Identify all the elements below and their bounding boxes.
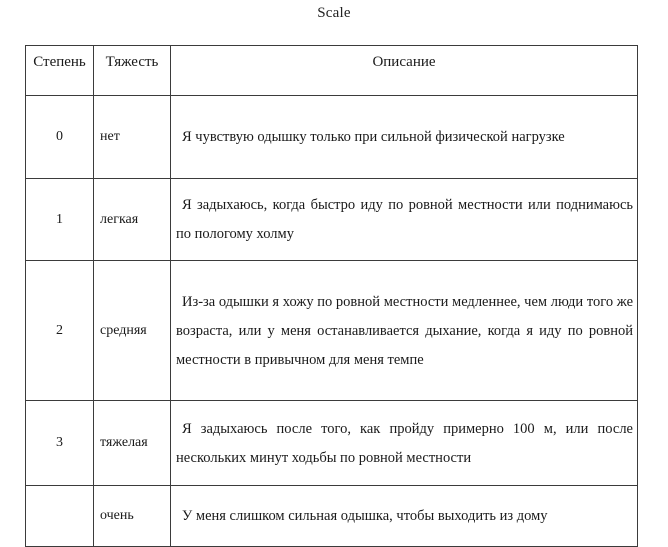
cell-description-value: Из-за одышки я хожу по ровной местности медленнее, чем люди того же возраста, или у меня останавливается дыхание, когда я иду по ровной местности в привычном для меня темпе [176, 293, 633, 368]
table-row [26, 261, 638, 401]
table-row [26, 401, 638, 486]
cell-description [171, 96, 638, 179]
cell-severity [94, 401, 171, 486]
cell-grade-value: 3 [56, 435, 63, 450]
cell-description [171, 486, 638, 547]
cell-severity [94, 261, 171, 401]
column-header-grade-label: Степень [33, 54, 86, 70]
column-header-severity-label: Тяжесть [105, 54, 159, 70]
cell-severity-value: легкая [100, 211, 139, 227]
cell-grade-value: 1 [56, 211, 63, 227]
column-header-description-label: Описание [372, 54, 436, 70]
cell-grade [26, 261, 94, 401]
cell-grade [26, 486, 94, 547]
table-row [26, 179, 638, 261]
cell-severity-value: очень [100, 508, 134, 523]
scale-table [25, 45, 638, 547]
cell-severity [94, 96, 171, 179]
cell-severity-value: средняя [100, 322, 147, 338]
cell-severity [94, 179, 171, 261]
cell-description-value: Я чувствую одышку только при сильной физической нагрузке [182, 129, 565, 145]
cell-severity-value: нет [100, 129, 120, 144]
table-row [26, 486, 638, 547]
cell-severity [94, 486, 171, 547]
column-header-description [171, 46, 638, 96]
cell-severity-value: тяжелая [100, 435, 148, 450]
cell-grade-value: 2 [56, 322, 63, 338]
column-header-grade [26, 46, 94, 96]
table-row [26, 96, 638, 179]
cell-description-value: Я задыхаюсь после того, как пройду примерно 100 м, или после нескольких минут ходьбы по ровной местности [176, 420, 633, 466]
cell-description [171, 179, 638, 261]
cell-grade [26, 401, 94, 486]
cell-description-value: У меня слишком сильная одышка, чтобы выходить из дому [182, 508, 548, 524]
cell-grade [26, 179, 94, 261]
cell-description [171, 261, 638, 401]
table-header-row [26, 46, 638, 96]
cell-grade-value: 0 [56, 129, 63, 144]
page-title: Scale [317, 5, 351, 21]
column-header-severity [94, 46, 171, 96]
cell-description-value: Я задыхаюсь, когда быстро иду по ровной местности или поднимаюсь по пологому холму [176, 197, 633, 242]
cell-description [171, 401, 638, 486]
cell-grade [26, 96, 94, 179]
